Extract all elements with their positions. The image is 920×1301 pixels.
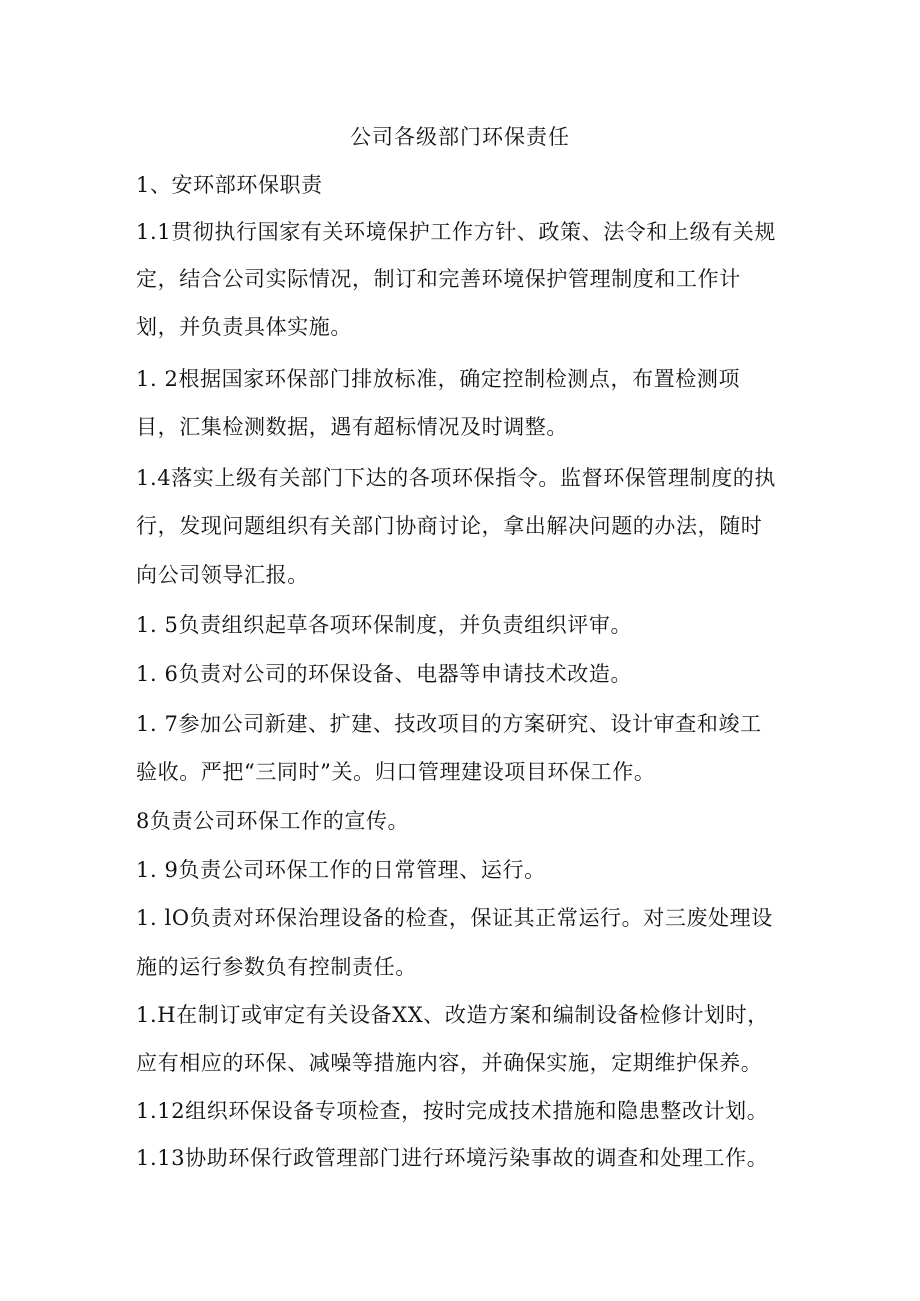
paragraph-line: 验收。严把“三同时”关。归口管理建设项目环保工作。 — [136, 760, 656, 784]
paragraph-line: 1. 9负责公司环保工作的日常管理、运行。 — [136, 858, 546, 882]
paragraph-line: 1.13协助环保行政管理部门进行环境污染事故的调查和处理工作。 — [136, 1146, 769, 1170]
paragraph-line: 1. lO负责对环保治理设备的检查，保证其正常运行。对三废处理设 — [136, 906, 773, 930]
paragraph-line: 1. 7参加公司新建、扩建、技改项目的方案研究、设计审查和竣工 — [136, 712, 762, 736]
document-title: 公司各级部门环保责任 — [350, 125, 570, 149]
paragraph-line: 1. 2根据国家环保部门排放标准，确定控制检测点，布置检测项 — [136, 367, 741, 391]
section-heading: 1、安环部环保职责 — [136, 173, 323, 197]
paragraph-line: 向公司领导汇报。 — [136, 563, 309, 587]
paragraph-line: 1.H在制订或审定有关设备XX、改造方案和编制设备检修计划时， — [136, 1003, 769, 1027]
paragraph-line: 1.1贯彻执行国家有关环境保护工作方针、政策、法令和上级有关规 — [136, 220, 776, 244]
paragraph-line: 1.4落实上级有关部门下达的各项环保指令。监督环保管理制度的执 — [136, 466, 776, 490]
paragraph-line: 1.12组织环保设备专项检查，按时完成技术措施和隐患整改计划。 — [136, 1099, 769, 1123]
paragraph-line: 划，并负责具体实施。 — [136, 315, 352, 339]
paragraph-line: 施的运行参数负有控制责任。 — [136, 955, 417, 979]
paragraph-line: 应有相应的环保、减噪等措施内容，并确保实施，定期维护保养。 — [136, 1051, 763, 1075]
paragraph-line: 定，结合公司实际情况，制订和完善环境保护管理制度和工作计 — [136, 267, 741, 291]
paragraph-line: 1. 5负责组织起草各项环保制度，并负责组织评审。 — [136, 613, 633, 637]
paragraph-line: 行，发现问题组织有关部门协商讨论，拿出解决问题的办法，随时 — [136, 514, 763, 538]
paragraph-line: 1. 6负责对公司的环保设备、电器等申请技术改造。 — [136, 662, 633, 686]
paragraph-line: 8负责公司环保工作的宣传。 — [136, 809, 410, 833]
paragraph-line: 目，汇集检测数据，遇有超标情况及时调整。 — [136, 415, 568, 439]
